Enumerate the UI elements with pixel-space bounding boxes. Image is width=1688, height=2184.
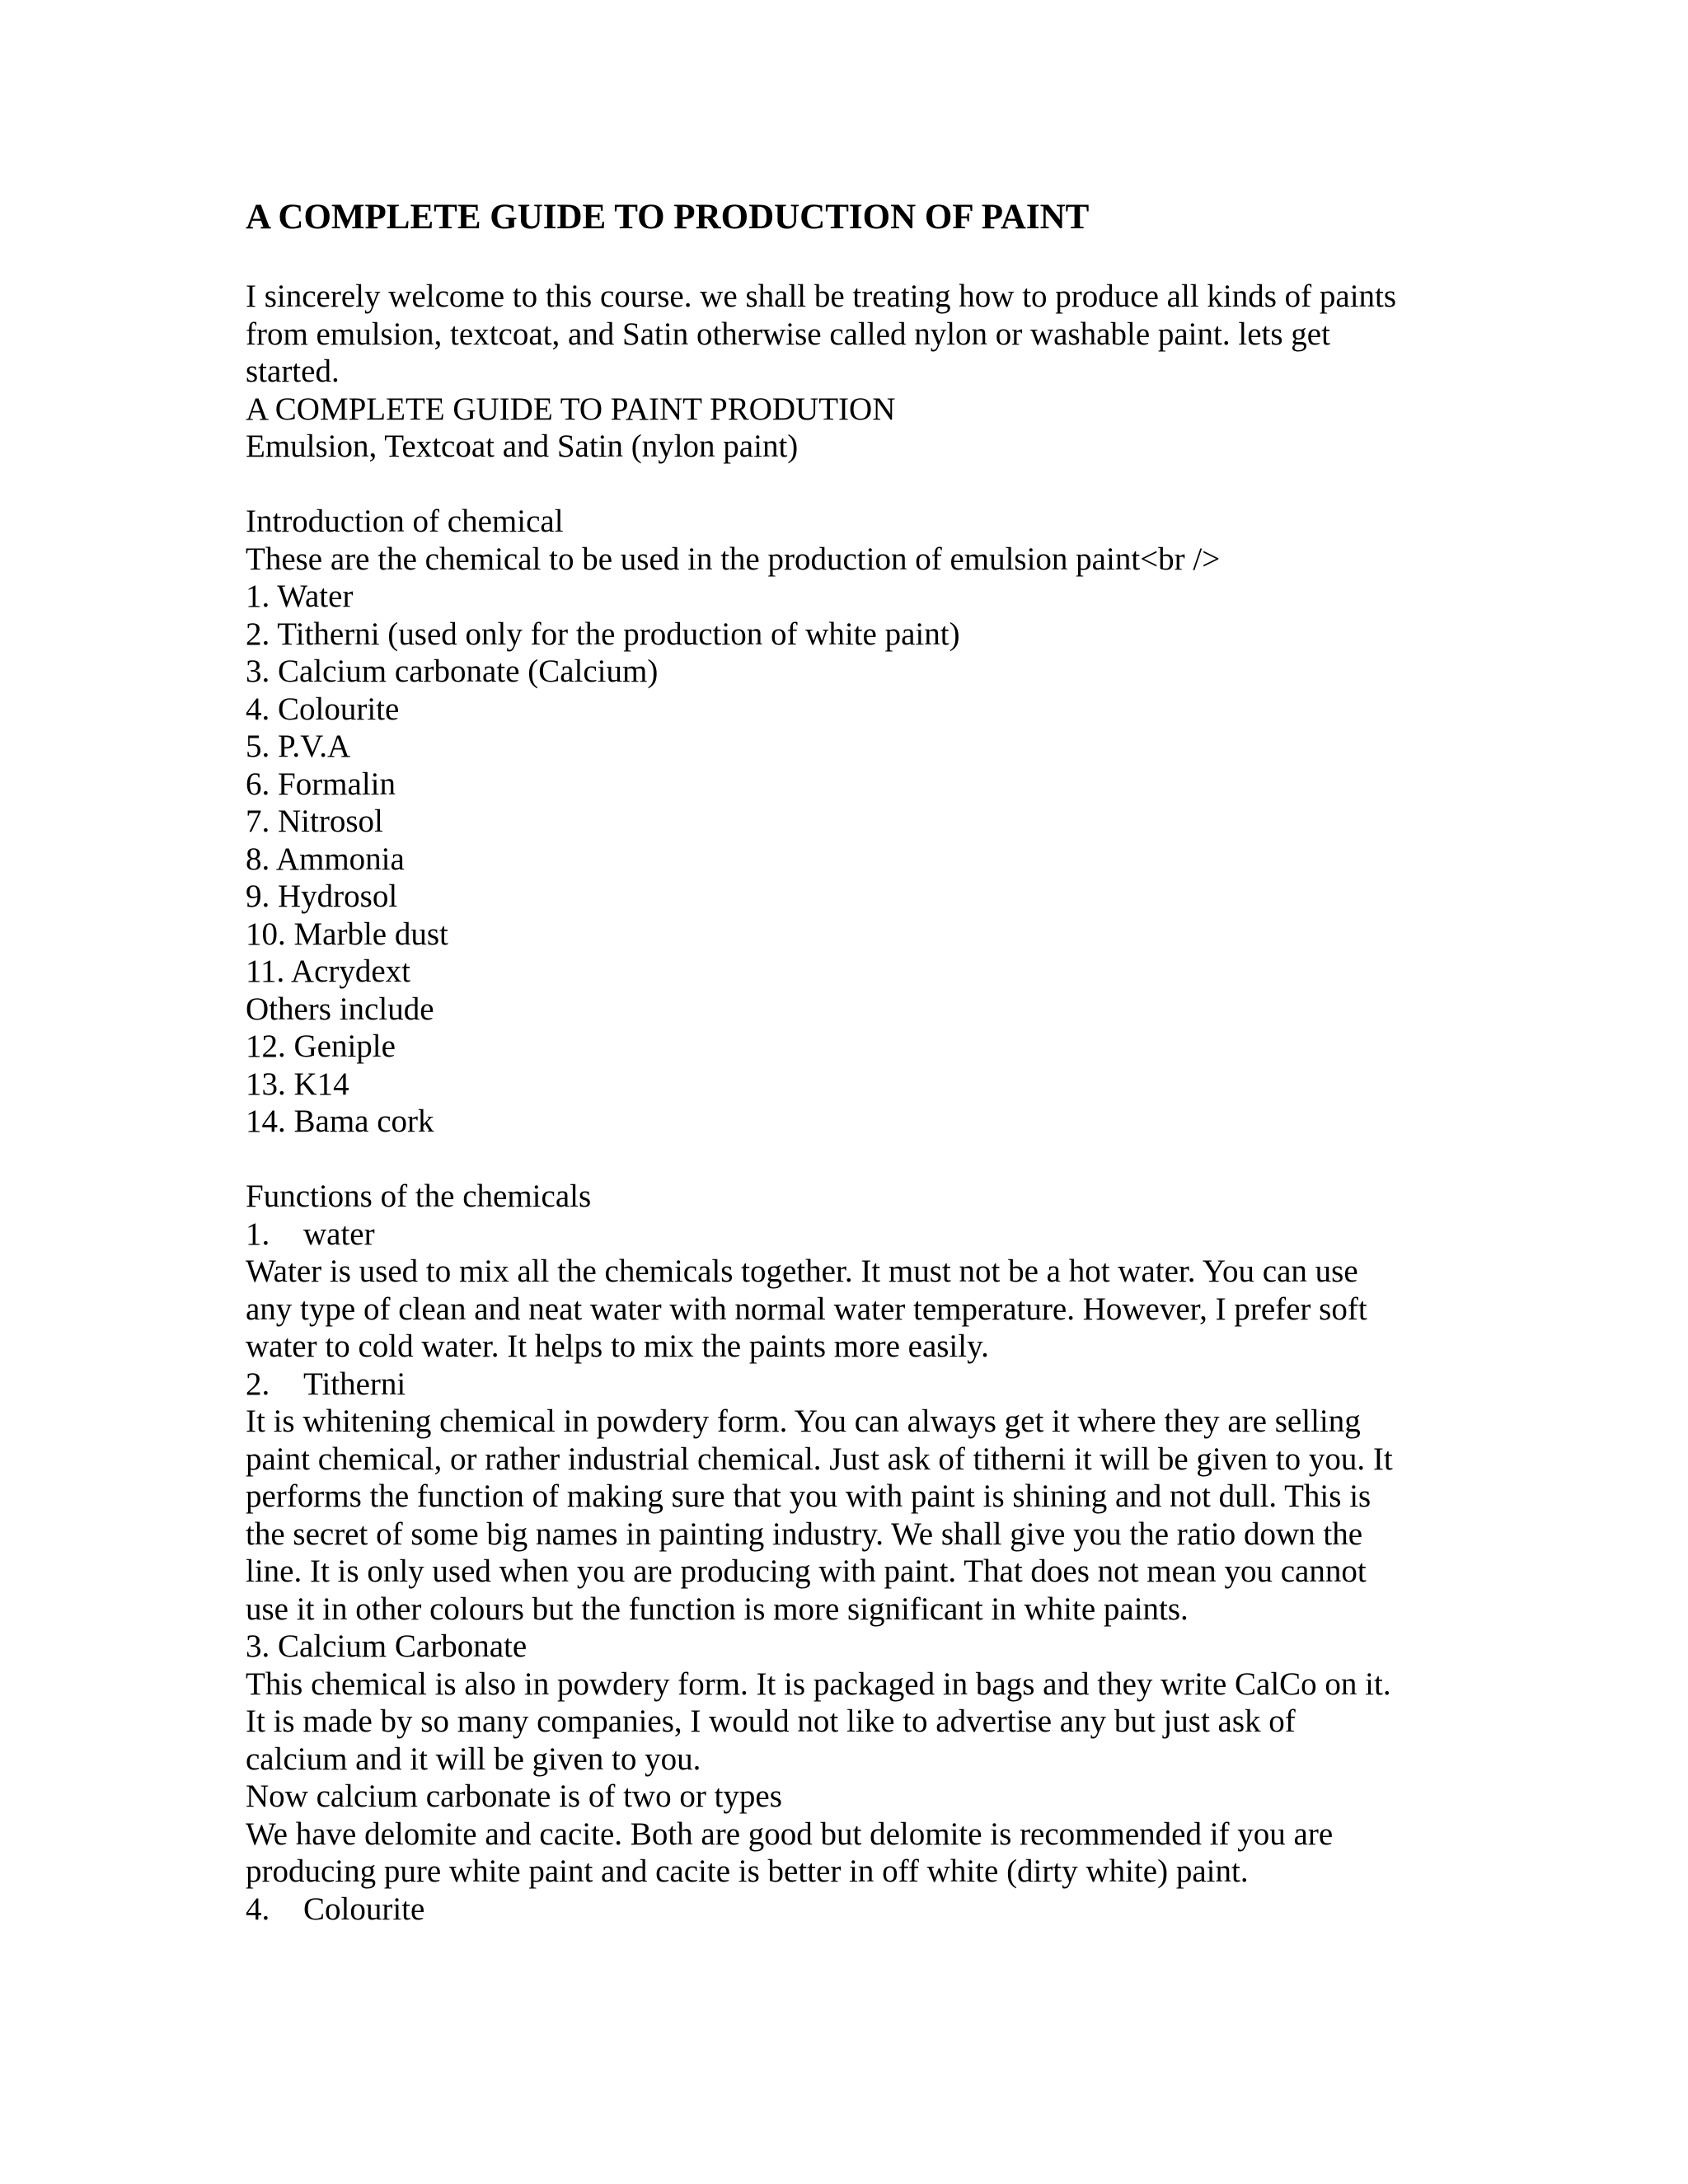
- function-item-heading: [246, 1216, 1465, 1254]
- function-text-line: We have delomite and cacite. Both are good but delomite is recommended if you are: [246, 1816, 1334, 1852]
- chemical-list-item: 10. Marble dust: [246, 916, 448, 952]
- chemical-list-item: 11. Acrydext: [246, 954, 411, 989]
- paragraph-gap: [246, 1141, 1465, 1179]
- function-text-line: line. It is only used when you are producing with paint. That does not mean you cannot: [246, 1554, 1367, 1589]
- item-number: 2.: [246, 1366, 270, 1402]
- chemical-list-item: 8. Ammonia: [246, 841, 405, 877]
- function-text-line: It is made by so many companies, I would not like to advertise any but just ask of: [246, 1704, 1296, 1739]
- function-text-line: the secret of some big names in painting industry. We shall give you the ratio down the: [246, 1516, 1363, 1552]
- item-label: water: [303, 1216, 375, 1252]
- chemical-list-item: 2. Titherni (used only for the production of white paint): [246, 616, 960, 652]
- function-text-line: use it in other colours but the function is more significant in white paints.: [246, 1591, 1189, 1627]
- intro-line: from emulsion, textcoat, and Satin otherwise called nylon or washable paint. lets get: [246, 316, 1330, 352]
- section-heading: Functions of the chemicals: [246, 1179, 592, 1214]
- intro-line: I sincerely welcome to this course. we shall be treating how to produce all kinds of paints: [246, 279, 1397, 314]
- chemical-list-item: 5. P.V.A: [246, 729, 351, 764]
- chemical-list-item: 9. Hydrosol: [246, 879, 398, 914]
- item-number: 4.: [246, 1891, 270, 1927]
- function-text-line: paint chemical, or rather industrial chemical. Just ask of titherni it will be given to you. It: [246, 1441, 1393, 1477]
- function-item-heading: [246, 1366, 1465, 1404]
- document-body: [246, 196, 1465, 1928]
- item-label: Titherni: [303, 1366, 406, 1402]
- function-text-line: any type of clean and neat water with normal water temperature. However, I prefer soft: [246, 1291, 1367, 1327]
- subtitle-line: A COMPLETE GUIDE TO PAINT PRODUTION: [246, 391, 896, 427]
- item-number: 1.: [246, 1216, 270, 1252]
- intro-line: started.: [246, 354, 340, 389]
- chemicals-section: [246, 503, 1465, 1141]
- function-text-line: It is whitening chemical in powdery form. You can always get it where they are selling: [246, 1404, 1361, 1439]
- chemical-list-item: 1. Water: [246, 579, 354, 614]
- section-lead: These are the chemical to be used in the production of emulsion paint<br />: [246, 541, 1221, 577]
- function-text-line: Now calcium carbonate is of two or types: [246, 1779, 782, 1814]
- function-text-line: Water is used to mix all the chemicals together. It must not be a hot water. You can use: [246, 1254, 1358, 1289]
- paragraph-gap: [246, 466, 1465, 504]
- chemical-list-item: 4. Colourite: [246, 691, 400, 727]
- chemical-list-item: 13. K14: [246, 1066, 349, 1102]
- chemical-list-item: 3. Calcium carbonate (Calcium): [246, 654, 659, 689]
- function-text-line: calcium and it will be given to you.: [246, 1741, 701, 1777]
- function-item-heading: [246, 1891, 1465, 1929]
- function-text-line: performs the function of making sure that you with paint is shining and not dull. This is: [246, 1479, 1372, 1514]
- document-title: A COMPLETE GUIDE TO PRODUCTION OF PAINT: [246, 198, 1090, 237]
- section-heading: Introduction of chemical: [246, 504, 564, 539]
- function-text-line: water to cold water. It helps to mix the paints more easily.: [246, 1329, 989, 1364]
- chemical-list-item: 7. Nitrosol: [246, 804, 383, 839]
- function-item-heading: 3. Calcium Carbonate: [246, 1629, 528, 1664]
- chemical-list-item: 6. Formalin: [246, 766, 396, 802]
- chemical-list-item: 14. Bama cork: [246, 1104, 434, 1139]
- subtitle-line: Emulsion, Textcoat and Satin (nylon paint): [246, 429, 799, 464]
- functions-section: [246, 1178, 1465, 1928]
- item-label: Colourite: [303, 1891, 425, 1927]
- function-text-line: producing pure white paint and cacite is better in off white (dirty white) paint.: [246, 1854, 1249, 1889]
- others-label: Others include: [246, 991, 434, 1027]
- chemical-list-item: 12. Geniple: [246, 1029, 396, 1064]
- function-text-line: This chemical is also in powdery form. It is packaged in bags and they write CalCo on it.: [246, 1666, 1391, 1702]
- intro-section: [246, 278, 1465, 466]
